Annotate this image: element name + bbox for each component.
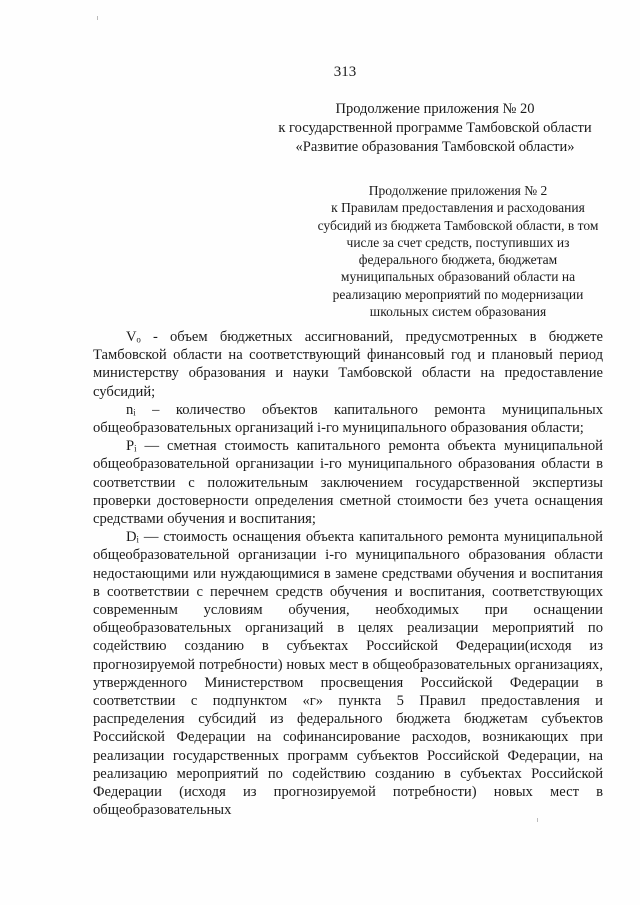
paragraph-di-definition: Dᵢ — стоимость оснащения объекта капитального ремонта муниципальной общеобразовательной организации i-го муниципального образования области недостающими или нуждающимися в замене средствами обучения и воспитания в соответствии с перечнем средств обучения и воспитания, соответствующих современным условиям обучения, необходимых при оснащении общеобразовательных организаций в целях реализации мероприятий по содействию созданию в субъектах Российской Федерации(исходя из прогнозируемой потребности) новых мест в общеобразовательных организациях, утвержденного Министерством просвещения Российской Федерации в соответствии с подпунктом «г» пункта 5 Правил предоставления и распределения субсидий из федерального бюджета бюджетам субъектов Российской Федерации на софинансирование расходов, возникающих при реализации государственных программ субъектов Российской Федерации, на реализацию мероприятий по содействию созданию в субъектах Российской Федерации (исходя из прогнозируемой потребности) новых мест в общеобразовательных — [93, 529, 603, 819]
rules-header-line: числе за счет средств, поступивших из — [346, 234, 570, 250]
rules-header-line: школьных систем образования — [369, 304, 547, 320]
rules-header-line: реализацию мероприятий по модернизации — [332, 286, 584, 302]
paragraph-ni-definition: nᵢ – количество объектов капитального ремонта муниципальных общеобразовательных организаций i-го муниципального образования области; — [93, 401, 603, 437]
rules-header-line: муниципальных образований области на — [340, 269, 576, 285]
rules-header-line: к Правилам предоставления и расходования — [331, 200, 585, 216]
paragraph-pi-definition: Pᵢ — сметная стоимость капитального ремонта объекта муниципальной общеобразовательной организации i-го муниципального образования области в соответствии с положительным заключением государственной экспертизы проверки достоверности определения сметной стоимости без учета оснащения средствами обучения и воспитания; — [93, 438, 603, 528]
appendix-header — [250, 100, 620, 157]
rules-header — [300, 182, 616, 320]
rules-header-line: субсидий из бюджета Тамбовской области, в том — [317, 217, 599, 233]
scan-speck — [97, 16, 98, 20]
appendix-header-line: к государственной программе Тамбовской области — [278, 120, 592, 136]
appendix-header-line: «Развитие образования Тамбовской области» — [295, 139, 575, 155]
appendix-header-line: Продолжение приложения № 20 — [335, 101, 535, 117]
document-body — [93, 328, 603, 819]
scan-speck — [537, 818, 538, 822]
paragraph-vo-definition: Vₒ - объем бюджетных ассигнований, предусмотренных в бюджете Тамбовской области на соответствующий финансовый год и плановый период министерству образования и науки Тамбовской области на предоставление субсидий; — [93, 329, 603, 400]
page-number: 313 — [333, 64, 357, 80]
rules-header-line: федерального бюджета, бюджетам — [358, 252, 558, 268]
rules-header-line: Продолжение приложения № 2 — [368, 183, 548, 198]
